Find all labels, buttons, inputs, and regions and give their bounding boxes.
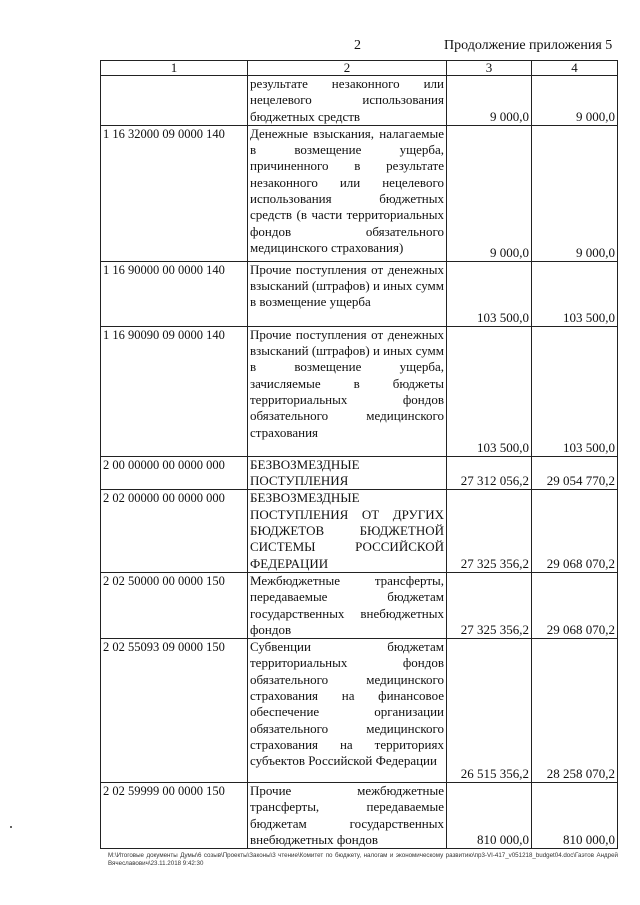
- column-header-3: 3: [447, 61, 532, 76]
- column-header-1: 1: [101, 61, 248, 76]
- revenue-name-cell: Субвенции бюджетам территориальных фондов обязательного медицинского страхования на финансовое обеспечение организации обязательного медицинского страхования на территориях субъектов Российской Федерации: [248, 639, 447, 783]
- table-row: [101, 326, 618, 456]
- table-row: [101, 125, 618, 261]
- table-row: [101, 783, 618, 849]
- amount-2019-cell: 27 325 356,2: [447, 572, 532, 638]
- amount-2020-cell: 103 500,0: [532, 326, 618, 456]
- revenue-name-cell: БЕЗВОЗМЕЗДНЫЕ ПОСТУПЛЕНИЯ: [248, 456, 447, 490]
- revenue-name-cell: Денежные взыскания, налагаемые в возмещение ущерба, причиненного в результате незаконного или нецелевого использования бюджетных средств (в части территориальных фондов обязательного медицинского страхования): [248, 125, 447, 261]
- table-body: [101, 76, 618, 849]
- revenue-name-cell: БЕЗВОЗМЕЗДНЫЕ ПОСТУПЛЕНИЯ ОТ ДРУГИХ БЮДЖЕТОВ БЮДЖЕТНОЙ СИСТЕМЫ РОССИЙСКОЙ ФЕДЕРАЦИИ: [248, 490, 447, 572]
- budget-code-cell: 2 02 55093 09 0000 150: [101, 639, 248, 783]
- amount-2019-cell: 27 325 356,2: [447, 490, 532, 572]
- amount-2020-cell: 9 000,0: [532, 125, 618, 261]
- amount-2020-cell: 810 000,0: [532, 783, 618, 849]
- page-number: 2: [354, 38, 361, 53]
- budget-code-cell: 2 02 59999 00 0000 150: [101, 783, 248, 849]
- revenue-name-cell: Прочие поступления от денежных взысканий (штрафов) и иных сумм в возмещение ущерба: [248, 261, 447, 326]
- table-row: [101, 639, 618, 783]
- amount-2020-cell: 29 068 070,2: [532, 572, 618, 638]
- column-header-4: 4: [532, 61, 618, 76]
- revenue-name-cell: результате незаконного или нецелевого использования бюджетных средств: [248, 76, 447, 126]
- file-path-footer: M:\Итоговые документы Думы\6 созыв\Проекты\Законы\3 чтение\Комитет по бюджету, налогам и экономическому развитию\пр3-VI-417_v051218_budget04.doc\Гаэтов Андрей Вячеславович\23.11.2018 9:42:30: [108, 852, 618, 867]
- amount-2019-cell: 810 000,0: [447, 783, 532, 849]
- amount-2019-cell: 103 500,0: [447, 326, 532, 456]
- column-number-row: [101, 61, 618, 76]
- table-row: [101, 261, 618, 326]
- revenue-name-cell: Прочие межбюджетные трансферты, передаваемые бюджетам государственных внебюджетных фондов: [248, 783, 447, 849]
- amount-2019-cell: 27 312 056,2: [447, 456, 532, 490]
- budget-code-cell: 1 16 32000 09 0000 140: [101, 125, 248, 261]
- table-row: [101, 572, 618, 638]
- amount-2019-cell: 9 000,0: [447, 125, 532, 261]
- budget-code-cell: 1 16 90090 09 0000 140: [101, 326, 248, 456]
- amount-2020-cell: 29 054 770,2: [532, 456, 618, 490]
- amount-2020-cell: 9 000,0: [532, 76, 618, 126]
- budget-code-cell: 2 02 50000 00 0000 150: [101, 572, 248, 638]
- budget-code-cell: 2 02 00000 00 0000 000: [101, 490, 248, 572]
- budget-code-cell: 2 00 00000 00 0000 000: [101, 456, 248, 490]
- amount-2019-cell: 26 515 356,2: [447, 639, 532, 783]
- column-header-2: 2: [248, 61, 447, 76]
- budget-code-cell: 1 16 90000 00 0000 140: [101, 261, 248, 326]
- table-row: [101, 76, 618, 126]
- amount-2019-cell: 9 000,0: [447, 76, 532, 126]
- amount-2020-cell: 103 500,0: [532, 261, 618, 326]
- amount-2020-cell: 29 068 070,2: [532, 490, 618, 572]
- revenue-name-cell: Межбюджетные трансферты, передаваемые бюджетам государственных внебюджетных фондов: [248, 572, 447, 638]
- amount-2020-cell: 28 258 070,2: [532, 639, 618, 783]
- table-row: [101, 456, 618, 490]
- stray-mark: [10, 826, 12, 828]
- table-row: [101, 490, 618, 572]
- budget-code-cell: [101, 76, 248, 126]
- revenue-name-cell: Прочие поступления от денежных взысканий (штрафов) и иных сумм в возмещение ущерба, зачисляемые в бюджеты территориальных фондов обязательного медицинского страхования: [248, 326, 447, 456]
- revenue-table: [100, 60, 618, 849]
- continuation-label: Продолжение приложения 5: [444, 38, 613, 53]
- amount-2019-cell: 103 500,0: [447, 261, 532, 326]
